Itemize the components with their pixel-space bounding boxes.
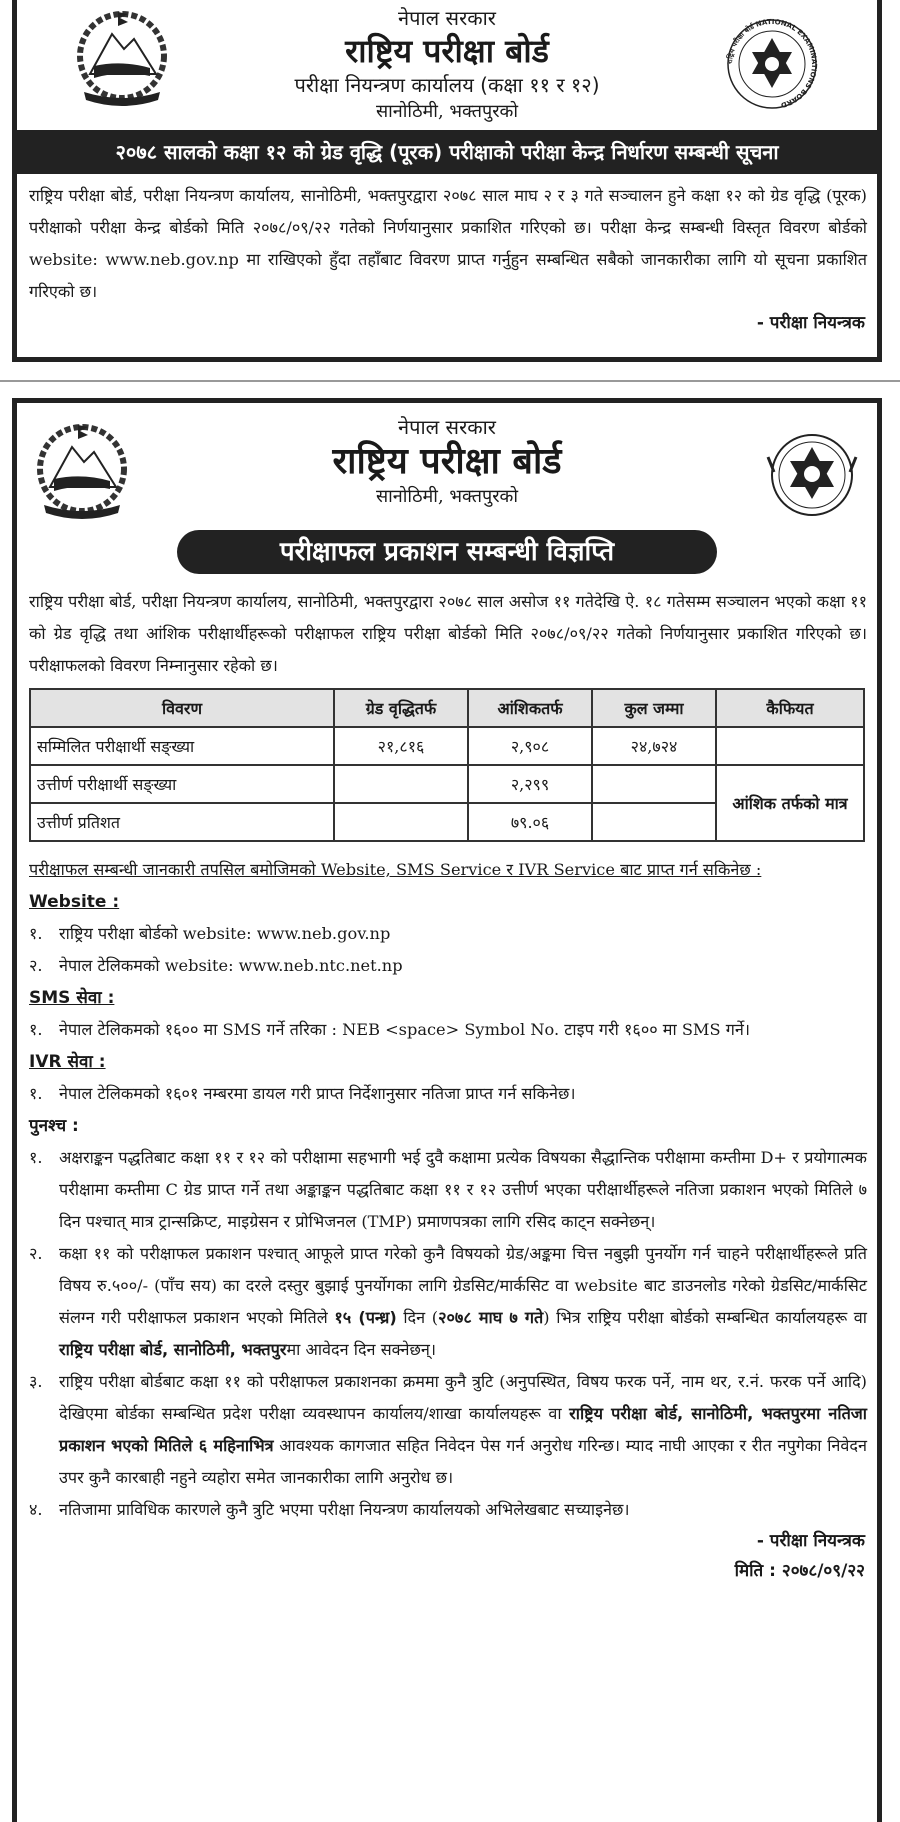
cell-total (592, 803, 716, 841)
text-segment: आवश्यक कागजात सहित निवेदन पेस गर्न अनुरोध गरिन्छ। म्याद नाघी आएका र रीत नपुगेका निवेदन उपर कुनै कारबाही नहुने व्यहोरा समेत जानकारीका लागि अनुरोध छ। (59, 1436, 867, 1487)
list-item (17, 950, 877, 982)
item-number: १. (29, 1084, 43, 1103)
list-item (17, 1366, 877, 1494)
bold-segment: राष्ट्रिय परीक्षा बोर्ड, सानोठिमी, भक्तपुरमा नतिजा प्रकाशन भएको मितिले ६ महिनाभित्र (59, 1404, 867, 1455)
item-number: १. (29, 924, 43, 943)
list-item (17, 1494, 877, 1526)
list-item (17, 1014, 877, 1046)
result-table (29, 688, 865, 842)
col-header: कुल जम्मा (592, 689, 716, 727)
cell-remarks: आंशिक तर्फको मात्र (716, 765, 864, 841)
list-item (17, 1078, 877, 1110)
neb-logo-lettering: राष्ट्रिय परीक्षा बोर्ड NATIONAL EXAMINATIONS BOARD (725, 17, 819, 109)
item-number: ३. (29, 1372, 43, 1391)
office-location: सानोठिमी, भक्तपुरको (375, 101, 519, 122)
neb-logo-icon (722, 4, 822, 114)
board-name: राष्ट्रिय परीक्षा बोर्ड (332, 441, 562, 482)
ivr-heading: IVR सेवा : (29, 1052, 106, 1072)
info-intro: परीक्षाफल सम्बन्धी जानकारी तपसिल बमोजिमको Website, SMS Service र IVR Service बाट प्राप्त गर्न सकिनेछ : (29, 860, 762, 879)
notice-exam-center (12, 0, 882, 362)
text-segment: ) भित्र राष्ट्रिय परीक्षा बोर्डको सम्बन्धित कार्यालयहरू वा (543, 1308, 867, 1327)
item-number: २. (29, 1244, 43, 1263)
office-location: सानोठिमी, भक्तपुरको (375, 486, 519, 507)
cell-grade-increase: २१,८१६ (334, 727, 468, 765)
notice2-date: मिति : २०७८/०९/२२ (734, 1561, 865, 1581)
cell-partial: २,९०८ (468, 727, 592, 765)
government-name: नेपाल सरकार (398, 6, 496, 30)
notice1-signature: - परीक्षा नियन्त्रक (756, 313, 865, 333)
text-segment: राष्ट्रिय परीक्षा बोर्डबाट कक्षा ११ को परीक्षाफल प्रकाशनका क्रममा कुनै त्रुटि (अनुपस्थित, विषय फरक पर्ने, नाम थर, र.नं. फरक पर्ने आदि) देखिएमा बोर्डका सम्बन्धित प्रदेश परीक्षा व्यवस्थापन कार्यालय/शाखा कार्यालयहरू वा (59, 1372, 867, 1423)
notice1-body: राष्ट्रिय परीक्षा बोर्ड, परीक्षा नियन्त्रण कार्यालय, सानोठिमी, भक्तपुरद्वारा २०७८ साल माघ २ र ३ गते सञ्चालन हुने कक्षा १२ को ग्रेड वृद्धि (पूरक) परीक्षाको परीक्षा केन्द्र बोर्डको मिति २०७८/०९/२२ गतेको निर्णयानुसार प्रकाशित गरिएको छ। परीक्षा केन्द्र सम्बन्धी विस्तृत विवरण बोर्डको website: www.neb.gov.np मा राखिएको हुँदा तहाँबाट विवरण प्राप्त गर्नुहुन सम्बन्धित सबैको जानकारीका लागि यो सूचना प्रकाशित गरिएको छ। (29, 186, 867, 301)
item-number: १. (29, 1148, 43, 1167)
item-number: १. (29, 1020, 43, 1039)
list-item (17, 918, 877, 950)
cell-grade-increase (334, 803, 468, 841)
ivr-instruction: नेपाल टेलिकमको १६०१ नम्बरमा डायल गरी प्राप्त निर्देशानुसार नतिजा प्राप्त गर्न सकिनेछ। (59, 1084, 576, 1103)
website-heading: Website : (29, 892, 120, 912)
item-number: २. (29, 956, 43, 975)
cell-remarks (716, 727, 864, 765)
nepal-emblem-icon (32, 417, 132, 527)
office-name: परीक्षा नियन्त्रण कार्यालय (कक्षा ११ र १२) (294, 73, 600, 97)
col-header: ग्रेड वृद्धितर्फ (334, 689, 468, 727)
list-item (17, 1142, 877, 1238)
notice2-title-banner: परीक्षाफल प्रकाशन सम्बन्धी विज्ञप्ति (177, 530, 717, 574)
notice1-title-banner: २०७८ सालको कक्षा १२ को ग्रेड वृद्धि (पूरक) परीक्षाको परीक्षा केन्द्र निर्धारण सम्बन्धी सूचना (17, 130, 877, 174)
table-row (30, 727, 864, 765)
notice2-header (17, 403, 877, 528)
cell-partial: ७९.०६ (468, 803, 592, 841)
bold-segment: १५ (पन्ध्र) (334, 1308, 397, 1327)
bold-segment: राष्ट्रिय परीक्षा बोर्ड, सानोठिमी, भक्तपुर (59, 1340, 287, 1359)
cell-partial: २,२९९ (468, 765, 592, 803)
postscript-text: अक्षराङ्कन पद्धतिबाट कक्षा ११ र १२ को परीक्षामा सहभागी भई दुवै कक्षामा प्रत्येक विषयका सैद्धान्तिक परीक्षामा कम्तीमा D+ र प्रयोगात्मक परीक्षामा कम्तीमा C ग्रेड प्राप्त गर्ने तथा अङ्काङ्कन पद्धतिबाट कक्षा ११ र १२ उत्तीर्ण भएका परीक्षार्थीहरूले नतिजा प्रकाशन भएको मितिले ७ दिन पश्चात् मात्र ट्रान्सक्रिप्ट, माइग्रेसन र प्रोभिजनल (TMP) प्रमाणपत्रका लागि रसिद काट्न सक्नेछन्। (59, 1148, 867, 1231)
notice1-header (17, 0, 877, 130)
table-row (30, 765, 864, 803)
row-label: सम्मिलित परीक्षार्थी सङ्ख्या (30, 727, 334, 765)
board-name: राष्ट्रिय परीक्षा बोर्ड (345, 32, 549, 70)
bold-segment: २०७८ माघ ७ गते (438, 1308, 544, 1327)
table-header-row (30, 689, 864, 727)
text-segment: कक्षा ११ को परीक्षाफल प्रकाशन पश्चात् आफूले प्राप्त गरेको कुनै विषयको ग्रेड/अङ्कमा चित्त नबुझी पुनर्योग गर्न चाहने परीक्षार्थीहरूले प्रति विषय रु.५००/- (पाँच सय) का दरले दस्तुर बुझाई पुनर्योगका लागि ग्रेडसिट/मार्कसिट वा website बाट डाउनलोड गरेको ग्रेडसिट/मार्कसिट संलग्न गरी परीक्षाफल प्रकाशन भएको मितिले (59, 1244, 867, 1327)
text-segment: दिन ( (396, 1308, 439, 1327)
text-segment: मा आवेदन दिन सक्नेछन्। (286, 1340, 436, 1359)
list-item (17, 1238, 877, 1366)
website-ntc-link[interactable]: नेपाल टेलिकमको website: www.neb.ntc.net.np (59, 956, 403, 975)
col-header: कैफियत (716, 689, 864, 727)
col-header: विवरण (30, 689, 334, 727)
notice-result-publication (12, 398, 882, 1822)
sms-heading: SMS सेवा : (29, 988, 115, 1008)
website-neb-link[interactable]: राष्ट्रिय परीक्षा बोर्डको website: www.neb.gov.np (59, 924, 391, 943)
section-separator (0, 380, 900, 382)
row-label: उत्तीर्ण प्रतिशत (30, 803, 334, 841)
col-header: आंशिकतर्फ (468, 689, 592, 727)
cell-total: २४,७२४ (592, 727, 716, 765)
notice2-intro: राष्ट्रिय परीक्षा बोर्ड, परीक्षा नियन्त्रण कार्यालय, सानोठिमी, भक्तपुरद्वारा २०७८ साल असोज ११ गतेदेखि ऐ. १८ गतेसम्म सञ्चालन भएको कक्षा ११ को ग्रेड वृद्धि तथा आंशिक परीक्षार्थीहरूको परीक्षाफल राष्ट्रिय परीक्षा बोर्डको मिति २०७८/०९/२२ गतेको निर्णयानुसार प्रकाशित गरिएको छ। परीक्षाफलको विवरण निम्नानुसार रहेको छ। (29, 592, 867, 675)
cell-total (592, 765, 716, 803)
notice2-signature: - परीक्षा नियन्त्रक (756, 1531, 865, 1551)
row-label: उत्तीर्ण परीक्षार्थी सङ्ख्या (30, 765, 334, 803)
nepal-emblem-icon (72, 4, 172, 114)
postscript-heading: पुनश्च : (29, 1116, 79, 1136)
item-number: ४. (29, 1500, 43, 1519)
postscript-text (59, 1366, 867, 1494)
postscript-text: नतिजामा प्राविधिक कारणले कुनै त्रुटि भएमा परीक्षा नियन्त्रण कार्यालयको अभिलेखबाट सच्याइनेछ। (59, 1500, 630, 1519)
postscript-text (59, 1238, 867, 1366)
neb-logo-icon (762, 417, 862, 527)
cell-grade-increase (334, 765, 468, 803)
sms-instruction: नेपाल टेलिकमको १६०० मा SMS गर्ने तरिका : NEB <space> Symbol No. टाइप गरी १६०० मा SMS गर्ने। (59, 1020, 750, 1039)
government-name: नेपाल सरकार (398, 415, 496, 439)
